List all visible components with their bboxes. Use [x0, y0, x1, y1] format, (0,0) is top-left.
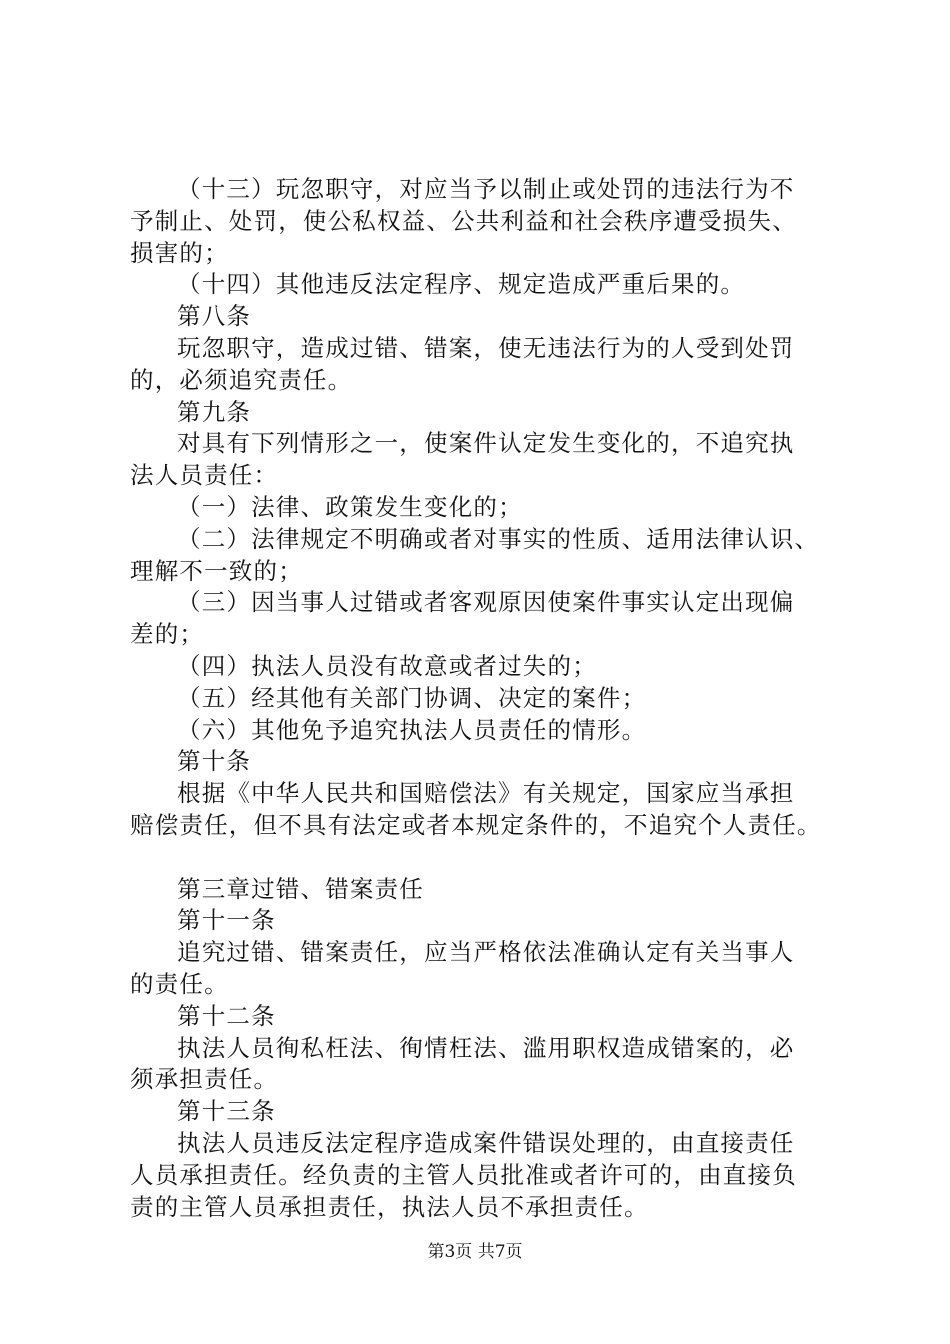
article-heading: 第十三条 — [177, 1097, 276, 1126]
paragraph-line: 的，必须追究责任。 — [130, 365, 353, 394]
paragraph-line: （六）其他免予追究执法人员责任的情形。 — [177, 715, 647, 744]
paragraph-line: 须承担责任。 — [130, 1065, 279, 1094]
article-heading: 第十一条 — [177, 906, 276, 935]
paragraph-line: （一）法律、政策发生变化的； — [177, 492, 523, 521]
paragraph-line: 对具有下列情形之一，使案件认定发生变化的，不追究执 — [177, 429, 795, 458]
article-heading: 第十二条 — [177, 1001, 276, 1030]
paragraph-line: 执法人员违反法定程序造成案件错误处理的，由直接责任 — [177, 1128, 795, 1157]
article-heading: 第十条 — [177, 747, 252, 776]
article-heading: 第九条 — [177, 397, 252, 426]
paragraph-line: 的责任。 — [130, 969, 229, 998]
paragraph-line: 予制止、处罚，使公私权益、公共利益和社会秩序遭受损失、 — [130, 206, 797, 235]
paragraph-line: （五）经其他有关部门协调、决定的案件； — [177, 683, 647, 712]
paragraph-line: 责的主管人员承担责任，执法人员不承担责任。 — [130, 1192, 649, 1221]
paragraph-line: 执法人员徇私枉法、徇情枉法、滥用职权造成错案的，必 — [177, 1033, 795, 1062]
paragraph-line: 赔偿责任，但不具有法定或者本规定条件的，不追究个人责任。 — [130, 810, 822, 839]
page-footer — [0, 1241, 950, 1263]
paragraph-line: 人员承担责任。经负责的主管人员批准或者许可的，由直接负 — [130, 1160, 797, 1189]
paragraph-line: 追究过错、错案责任，应当严格依法准确认定有关当事人 — [177, 938, 795, 967]
paragraph-line: （十三）玩忽职守，对应当予以制止或处罚的违法行为不 — [177, 175, 795, 203]
paragraph-line: （十四）其他违反法定程序、规定造成严重后果的。 — [177, 270, 746, 299]
paragraph-line: 差的； — [130, 620, 205, 649]
paragraph-line: 根据《中华人民共和国赔偿法》有关规定，国家应当承担 — [177, 779, 795, 808]
paragraph-line: （三）因当事人过错或者客观原因使案件事实认定出现偏 — [177, 588, 795, 617]
paragraph-line: （四）执法人员没有故意或者过失的； — [177, 651, 597, 680]
paragraph-line: 理解不一致的； — [130, 556, 303, 585]
paragraph-line: （二）法律规定不明确或者对事实的性质、适用法律认识、 — [177, 524, 820, 553]
paragraph-line: 损害的； — [130, 238, 229, 267]
paragraph-line: 玩忽职守，造成过错、错案，使无违法行为的人受到处罚 — [177, 333, 795, 362]
paragraph-line: 法人员责任： — [130, 461, 279, 490]
document-body — [130, 174, 840, 1223]
article-heading: 第八条 — [177, 302, 252, 331]
chapter-heading: 第三章过错、错案责任 — [177, 874, 424, 903]
page-number-text: 第3页 共7页 — [427, 1242, 523, 1262]
blank-line — [130, 842, 840, 874]
